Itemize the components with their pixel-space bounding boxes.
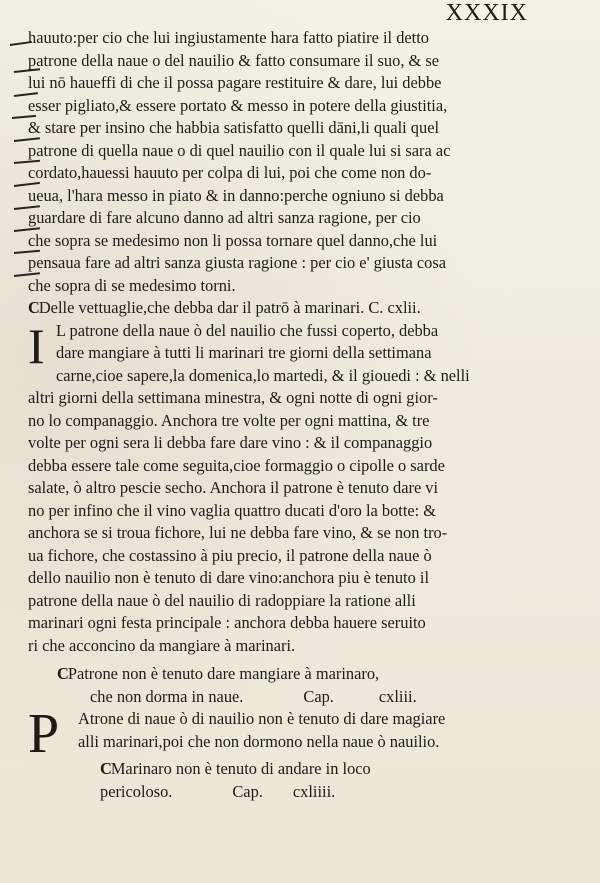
folio-number: XXXIX	[445, 0, 528, 26]
chapter-heading-text: Marinaro non è tenuto di andare in loco	[110, 759, 371, 778]
chapter-heading-text: Patrone non è tenuto dare mangiare à marinaro,	[67, 664, 380, 683]
chapter-number: cxliii.	[378, 686, 417, 706]
text-line: salate, ò altro pescie secho. Anchora il patrone è tenuto dare vi	[28, 478, 439, 497]
text-line: anchora se si troua fichore, lui ne debba fare vino, & se non tro-	[28, 523, 448, 542]
chapter-142-heading	[28, 297, 556, 320]
text-line: & stare per insino che habbia satisfatto quelli dāni,li quali quel	[28, 118, 440, 137]
text-line: dare mangiare à tutti li marinari tre giorni della settimana	[56, 343, 432, 362]
chapter-heading-text: che non dorma in naue.	[90, 686, 244, 706]
chapter-142-body	[28, 320, 556, 658]
chapter-heading-text: pericoloso.	[100, 781, 173, 801]
chapter-143-body	[28, 708, 556, 758]
text-line: carne,cioe sapere,la domenica,lo martedi, & il giouedi : & nelli	[56, 365, 470, 385]
text-line: alli marinari,poi che non dormono nella naue ò nauilio.	[78, 731, 440, 751]
text-line: guardare di fare alcuno danno ad altri sanza ragione, per cio	[28, 208, 421, 227]
text-line: ri che acconcino da mangiare à marinari.	[28, 635, 296, 655]
chapter-number: C. cxlii.	[368, 298, 421, 317]
text-line: patrone della naue ò del nauilio di radoppiare la ratione alli	[28, 590, 416, 610]
text-line: altri giorni della settimana minestra, & ogni notte di ogni gior-	[28, 388, 438, 407]
chapter-number: cxliiii.	[292, 781, 336, 801]
text-line: dello nauilio non è tenuto di dare vino:anchora piu è tenuto il	[28, 568, 430, 587]
text-line: pensaua fare ad altri sanza giusta ragione : per cio e' giusta cosa	[28, 253, 447, 272]
pilcrow-mark: C	[28, 298, 37, 317]
cap-label: Cap.	[232, 781, 263, 801]
drop-cap: I	[28, 319, 45, 374]
chapter-heading-text: Delle vettuaglie,che debba dar il patrō à marinari.	[38, 298, 365, 317]
text-line: esser pigliato,& essere portato & messo in potere della giustitia,	[28, 95, 448, 115]
text-line: patrone di quella naue o di quel nauilio con il quale lui si sara ac	[28, 140, 451, 160]
chapter-143-heading	[28, 663, 556, 686]
pilcrow-mark: C	[100, 759, 109, 778]
text-line: L patrone della naue ò del nauilio che fussi coperto, debba	[56, 320, 439, 340]
main-text	[28, 27, 556, 803]
text-line: Atrone di naue ò di nauilio non è tenuto di dare magiare	[78, 709, 446, 728]
text-line: no per infino che il vino vaglia quattro ducati d'oro la botte: &	[28, 500, 437, 520]
text-line: hauuto:per cio che lui ingiustamente hara fatto piatire il detto	[28, 28, 429, 47]
text-line: debba essere tale come seguita,cioe formaggio o cipolle o sarde	[28, 455, 445, 475]
text-line: lui nō haueffi di che il possa pagare restituire & dare, lui debbe	[28, 73, 442, 92]
text-line: che sopra se medesimo non li possa tornare quel danno,che lui	[28, 230, 438, 250]
text-line: patrone della naue o del nauilio & fatto consumare il suo, & se	[28, 50, 440, 70]
drop-cap: P	[28, 708, 60, 758]
text-line: cordato,hauessi hauuto per colpa di lui, poi che come non do-	[28, 163, 432, 182]
text-line: ueua, l'hara messo in piato & in danno:perche ogniuno si debba	[28, 185, 444, 205]
pilcrow-mark: C	[57, 664, 66, 683]
text-line: che sopra di se medesimo torni.	[28, 275, 236, 295]
cap-label: Cap.	[303, 686, 334, 706]
chapter-144-heading	[28, 758, 556, 781]
chapter-143-heading-cont	[28, 686, 556, 709]
continuation-block	[28, 27, 556, 297]
chapter-144-heading-cont	[28, 781, 556, 804]
text-line: no lo companaggio. Anchora tre volte per ogni mattina, & tre	[28, 410, 430, 430]
text-line: ua fichore, che costassino à piu precio, il patrone della naue ò	[28, 545, 432, 565]
text-line: marinari ogni festa principale : anchora debba hauere seruito	[28, 613, 426, 632]
text-line: volte per ogni sera li debba fare dare vino : & il companaggio	[28, 433, 433, 452]
